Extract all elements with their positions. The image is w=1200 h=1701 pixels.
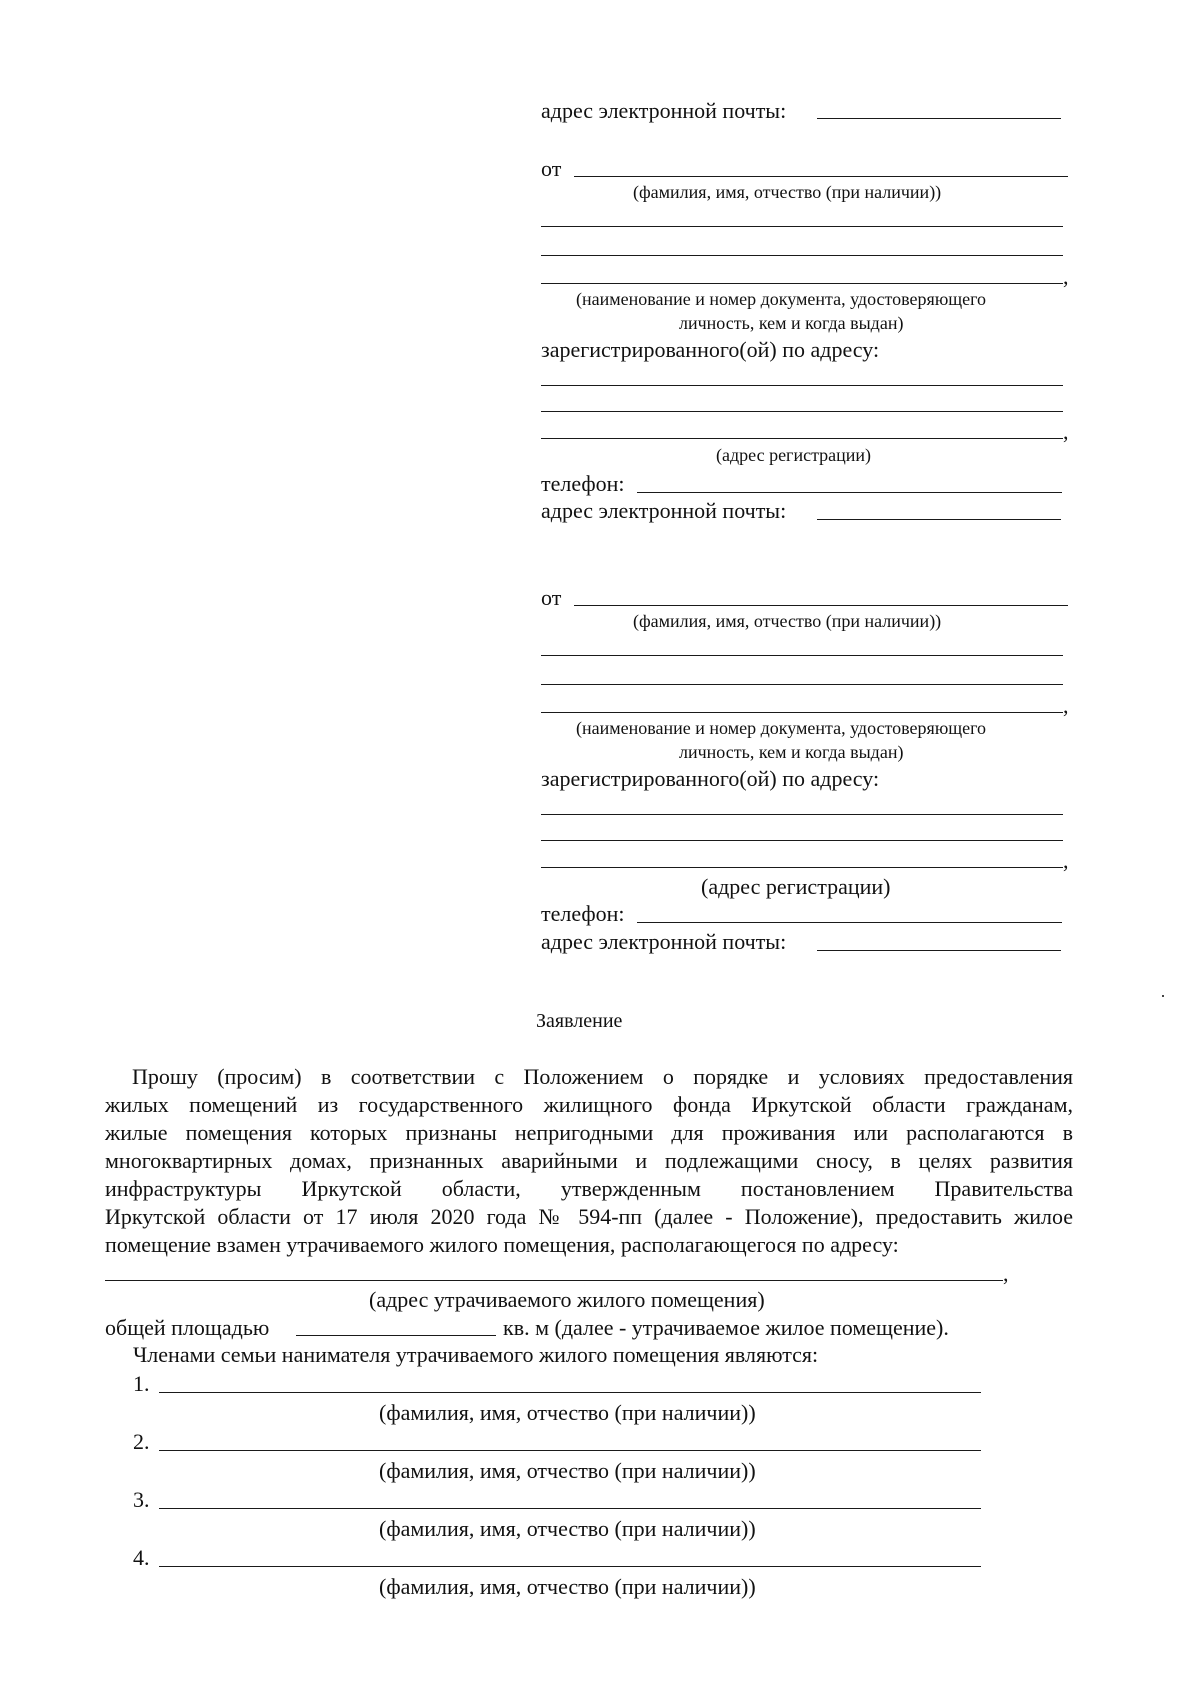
doc-caption-3-line1: (наименование и номер документа, удостоверяющего [576, 718, 987, 738]
doc-caption-2-line2: личность, кем и когда выдан) [679, 313, 904, 333]
fio-field-2[interactable] [574, 176, 1068, 177]
address-caption-2: (адрес регистрации) [716, 445, 872, 465]
email-label-1: адрес электронной почты: [541, 98, 787, 123]
email-field-1[interactable] [817, 118, 1061, 119]
member-number: 3. [133, 1487, 150, 1512]
comma-statement: , [1003, 1261, 1009, 1286]
statement-title: Заявление [536, 1010, 623, 1032]
member-name-field-4[interactable] [159, 1566, 981, 1567]
member-number: 1. [133, 1371, 150, 1396]
member-caption: (фамилия, имя, отчество (при наличии)) [379, 1400, 756, 1425]
paragraph-line: жилые помещения которых признаны непригодными для проживания или располагаются в [105, 1120, 1073, 1145]
paragraph-line: Иркутской области от 17 июля 2020 года № 594-пп (далее - Положение), предоставить жилое [105, 1204, 1073, 1229]
phone-field-2[interactable] [637, 492, 1062, 493]
paragraph-line: многоквартирных домах, признанных аварийными и подлежащими сносу, в целях развития [105, 1148, 1073, 1173]
member-name-field-3[interactable] [159, 1508, 981, 1509]
address-field-3c[interactable] [541, 867, 1063, 868]
paragraph-line: инфраструктуры Иркутской области, утвержденным постановлением Правительства [105, 1176, 1073, 1201]
from-label-2: от [541, 156, 562, 181]
member-name-field-2[interactable] [159, 1450, 981, 1451]
fio-caption-3: (фамилия, имя, отчество (при наличии)) [633, 611, 942, 631]
address-field-2b[interactable] [541, 411, 1063, 412]
comma-3b: , [1063, 848, 1069, 873]
fio-caption-2: (фамилия, имя, отчество (при наличии)) [633, 182, 942, 202]
address-field-2c[interactable] [541, 438, 1063, 439]
email-label-2: адрес электронной почты: [541, 498, 787, 523]
document-field-3b[interactable] [541, 684, 1063, 685]
lost-address-field[interactable] [105, 1280, 1003, 1281]
address-caption-3: (адрес регистрации) [701, 874, 891, 899]
paragraph-line: Прошу (просим) в соответствии с Положением о порядке и условиях предоставления [132, 1064, 1073, 1089]
scan-speck [1162, 995, 1164, 997]
email-field-2[interactable] [817, 519, 1061, 520]
document-field-2a[interactable] [541, 226, 1063, 227]
phone-label-2: телефон: [541, 471, 625, 496]
address-field-3b[interactable] [541, 840, 1063, 841]
doc-caption-2-line1: (наименование и номер документа, удостоверяющего [576, 289, 987, 309]
address-field-3a[interactable] [541, 814, 1063, 815]
comma-3a: , [1063, 693, 1069, 718]
doc-caption-3-line2: личность, кем и когда выдан) [679, 742, 904, 762]
lost-address-caption: (адрес утрачиваемого жилого помещения) [369, 1287, 765, 1312]
statement-paragraph [105, 1063, 1073, 1259]
document-field-2b[interactable] [541, 255, 1063, 256]
phone-label-3: телефон: [541, 901, 625, 926]
paragraph-line: жилых помещений из государственного жилищного фонда Иркутской области гражданам, [105, 1092, 1073, 1117]
members-intro: Членами семьи нанимателя утрачиваемого жилого помещения являются: [133, 1342, 819, 1367]
email-label-3: адрес электронной почты: [541, 929, 787, 954]
member-caption: (фамилия, имя, отчество (при наличии)) [379, 1574, 756, 1599]
registered-label-3: зарегистрированного(ой) по адресу: [541, 766, 880, 791]
member-number: 2. [133, 1429, 150, 1454]
area-suffix: кв. м (далее - утрачиваемое жилое помещение). [503, 1315, 949, 1340]
email-field-3[interactable] [817, 950, 1061, 951]
document-field-3c[interactable] [541, 712, 1063, 713]
comma-2a: , [1063, 264, 1069, 289]
document-field-3a[interactable] [541, 655, 1063, 656]
comma-2b: , [1063, 419, 1069, 444]
area-prefix: общей площадью [105, 1315, 270, 1340]
document-field-2c[interactable] [541, 283, 1063, 284]
member-caption: (фамилия, имя, отчество (при наличии)) [379, 1516, 756, 1541]
member-name-field-1[interactable] [159, 1392, 981, 1393]
member-number: 4. [133, 1545, 150, 1570]
member-caption: (фамилия, имя, отчество (при наличии)) [379, 1458, 756, 1483]
address-field-2a[interactable] [541, 385, 1063, 386]
phone-field-3[interactable] [637, 922, 1062, 923]
area-field[interactable] [296, 1335, 496, 1336]
registered-label-2: зарегистрированного(ой) по адресу: [541, 337, 880, 362]
fio-field-3[interactable] [574, 605, 1068, 606]
paragraph-line: помещение взамен утрачиваемого жилого помещения, располагающегося по адресу: [105, 1232, 899, 1257]
from-label-3: от [541, 585, 562, 610]
